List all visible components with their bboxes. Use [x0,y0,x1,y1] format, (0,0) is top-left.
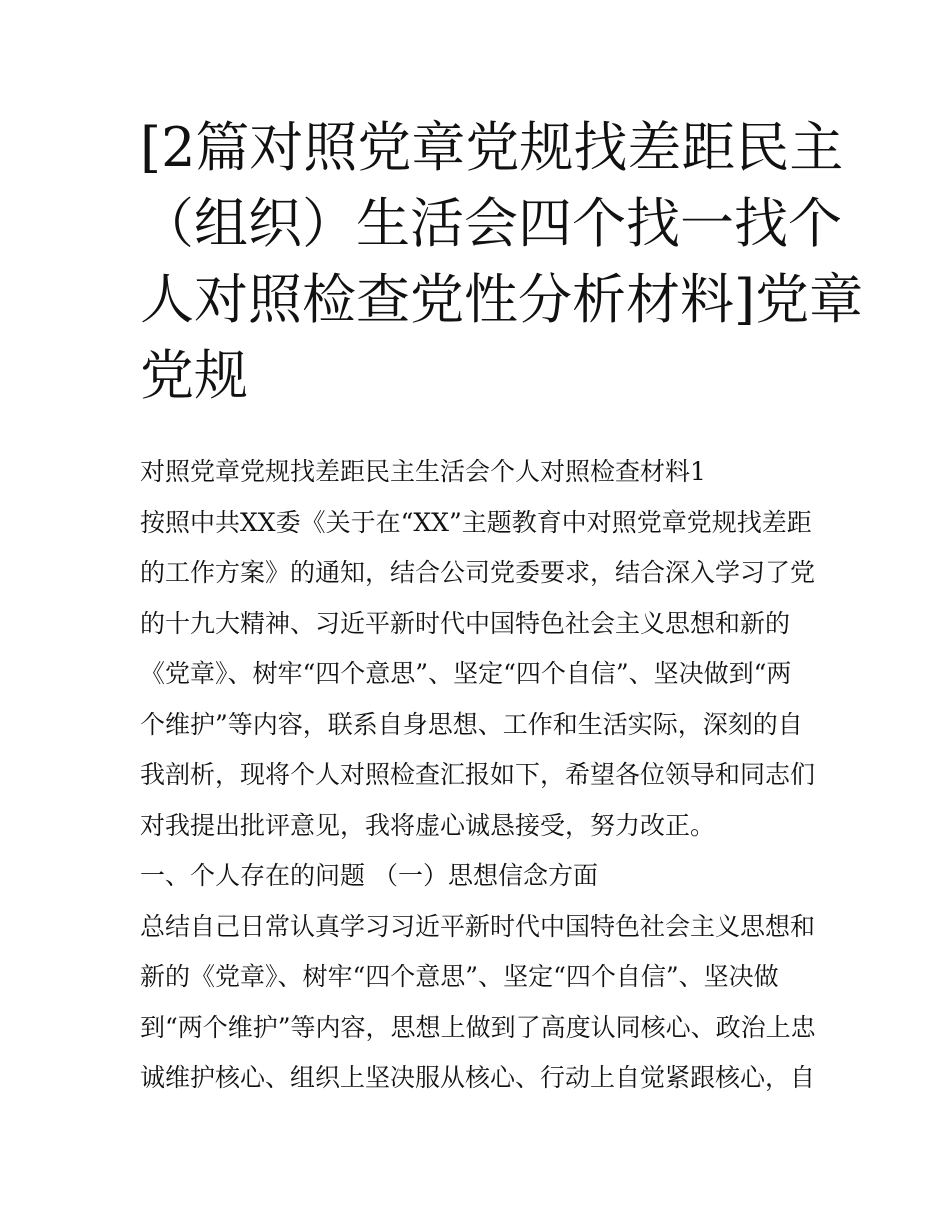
body-line: 诚维护核心、组织上坚决服从核心、行动上自觉紧跟核心，自 [140,1063,816,1092]
body-line: 我剖析，现将个人对照检查汇报如下，希望各位领导和同志们 [140,760,816,789]
body-line: 按照中共XX委《关于在“XX”主题教育中对照党章党规找差距 [140,507,812,537]
body-line: 个维护”等内容，联系自身思想、工作和生活实际，深刻的自 [140,709,803,739]
title-line: 人对照检查党性分析材料]党章 [140,268,864,331]
section-heading: 一、个人存在的问题 （一）思想信念方面 [140,861,598,890]
body-line: 的工作方案》的通知，结合公司党委要求，结合深入学习了党 [140,558,816,587]
body-line: 对我提出批评意见，我将虚心诚恳接受，努力改正。 [140,810,716,840]
section-subtitle: 对照党章党规找差距民主生活会个人对照检查材料1 [140,457,706,486]
title-line: （组织）生活会四个找一找个 [140,192,842,255]
document-page [140,110,864,1104]
title-line: [2篇对照党章党规找差距民主 [140,116,844,179]
document-title [140,110,864,414]
body-line: 到“两个维护”等内容，思想上做到了高度认同核心、政治上忠 [140,1012,816,1042]
document-body [140,447,820,1104]
body-line: 总结自己日常认真学习习近平新时代中国特色社会主义思想和 [140,911,816,941]
body-line: 新的《党章》、树牢“四个意思”、坚定“四个自信”、坚决做 [140,962,779,991]
body-line: 的十九大精神、习近平新时代中国特色社会主义思想和新的 [140,608,791,638]
body-line: 《党章》、树牢“四个意思”、坚定“四个自信”、坚决做到“两 [140,659,792,688]
title-line: 党规 [140,344,248,407]
